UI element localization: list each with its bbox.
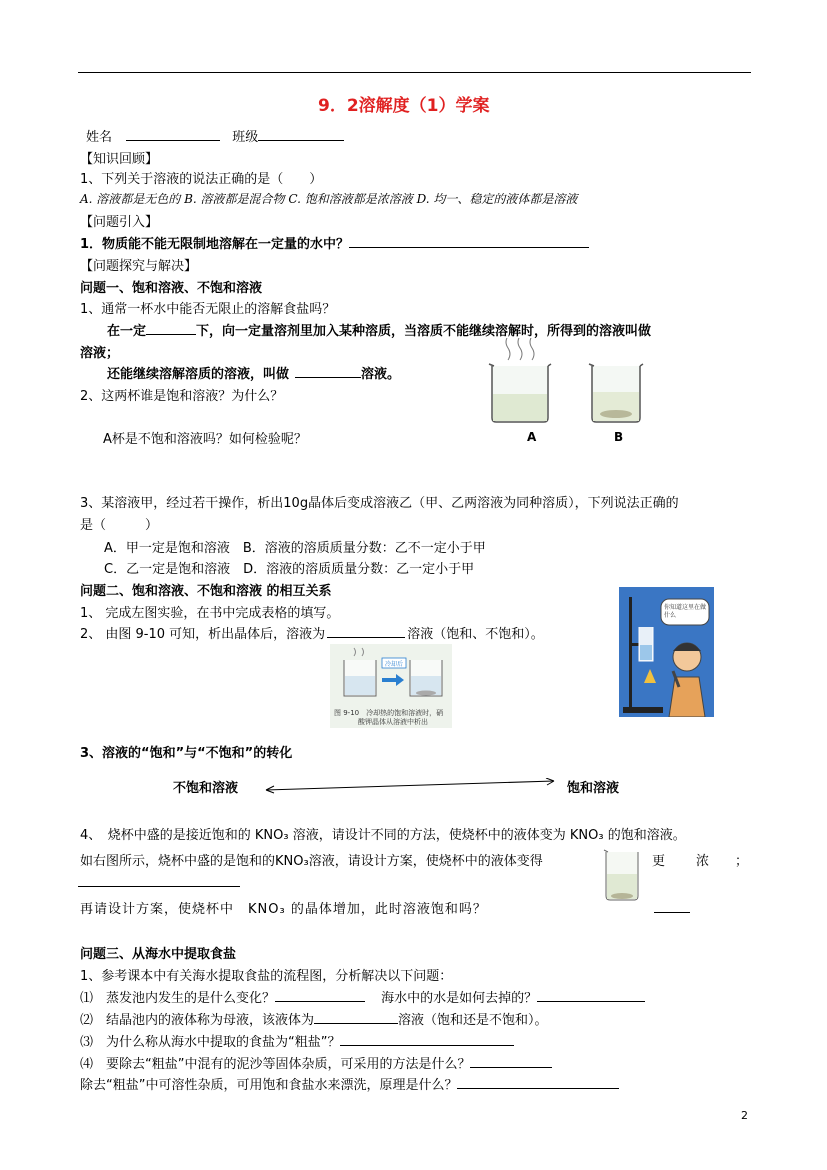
figure-caption-line-2: 酸钾晶体从溶液中析出 [358, 718, 428, 726]
problem-3-title: 问题三、从海水中提取食盐 [80, 947, 237, 962]
p1-question-3-line-2: 是（ ） [80, 518, 159, 533]
problem-1-title: 问题一、饱和溶液、不饱和溶液 [80, 281, 263, 296]
p2-question-4-line-2: 如右图所示，烧杯中盛的是饱和的KNO₃溶液，请设计方案，使烧杯中的液体变得 [80, 854, 543, 869]
header-rule [78, 72, 751, 73]
saturated-solution-label: 饱和溶液 [567, 781, 620, 796]
p3-subquestion-3 [80, 1031, 514, 1050]
beaker-a-icon [489, 338, 551, 422]
saturation-answer-blank[interactable] [654, 900, 690, 913]
beaker-a-label: A [527, 430, 537, 444]
p2-question-4-line-3: 再请设计方案，使烧杯中 KNO₃ 的晶体增加，此时溶液饱和吗？ [80, 902, 487, 917]
mother-liquor-blank[interactable] [314, 1011, 398, 1024]
p3-subquestion-2 [80, 1009, 548, 1028]
p2-q2-part-b: 溶液（饱和、不饱和）。 [407, 627, 544, 642]
p1-def-part-e: 溶液。 [361, 367, 401, 382]
water-removal-blank[interactable] [537, 989, 645, 1002]
evaporation-change-blank[interactable] [275, 989, 365, 1002]
p2-question-2 [80, 623, 544, 642]
unsaturated-blank[interactable] [295, 365, 361, 378]
p1-def-part-a: 在一定 [107, 324, 147, 339]
soluble-impurity-blank[interactable] [457, 1076, 619, 1089]
crystal-solution-blank[interactable] [327, 625, 405, 638]
p1-question-1: 1、通常一杯水中能否无限止的溶解食盐吗？ [80, 302, 336, 317]
p3-subquestion-5 [80, 1074, 619, 1093]
beaker-b-label: B [614, 430, 624, 444]
p1-question-3-line-1: 3、某溶液甲，经过若干操作，析出10g晶体后变成溶液乙（甲、乙两溶液为同种溶质），下列说法正确的 [80, 496, 679, 511]
p3-s5-text: 除去“粗盐”中可溶性杂质，可用饱和食盐水来漂洗，原理是什么？ [80, 1078, 458, 1093]
beaker-b-icon [589, 364, 643, 422]
p3-s2-part-b: 溶液（饱和还是不饱和）。 [398, 1013, 548, 1028]
cartoon-experiment-image [619, 587, 714, 717]
problem-2-title: 问题二、饱和溶液、不饱和溶液 的相互关系 [80, 584, 332, 599]
p3-s3-text: ⑶ 为什么称从海水中提取的食盐为“粗盐”？ [80, 1035, 341, 1050]
review-header: 【知识回顾】 [80, 152, 159, 167]
conversion-double-arrow-icon [262, 778, 558, 794]
solid-impurity-blank[interactable] [470, 1055, 552, 1068]
p2-q4-char-2: 浓 [696, 854, 710, 869]
p3-s4-text: ⑷ 要除去“粗盐”中混有的泥沙等固体杂质，可采用的方法是什么？ [80, 1057, 471, 1072]
class-blank[interactable] [258, 128, 344, 141]
figure-arrow-label: 冷却后 [385, 661, 404, 668]
p1-definition-line-2: 溶液； [80, 346, 120, 361]
condition-blank[interactable] [146, 322, 196, 335]
unsaturated-solution-label: 不饱和溶液 [173, 781, 239, 796]
class-label: 班级 [232, 130, 259, 145]
p1-question-2: 2、这两杯谁是饱和溶液？为什么？ [80, 389, 284, 404]
figure-9-10 [330, 644, 452, 728]
name-class-line [86, 126, 344, 145]
cooling-beakers-icon [330, 644, 452, 706]
page-title: 9．2溶解度（1）学案 [318, 96, 490, 116]
p2-question-4-line-1: 4、 烧杯中盛的是接近饱和的 KNO₃ 溶液，请设计不同的方法，使烧杯中的液体变为 KNO₃ 的饱和溶液。 [80, 828, 686, 843]
page-number: 2 [741, 1109, 748, 1122]
intro-question-1 [80, 233, 589, 252]
p3-s1-part-b: 海水中的水是如何去掉的？ [381, 991, 538, 1006]
p3-s1-part-a: ⑴ 蒸发池内发生的是什么变化？ [80, 991, 276, 1006]
p1-definition-line-1 [107, 320, 651, 339]
p2-question-1: 1、 完成左图实验，在书中完成表格的填写。 [80, 606, 340, 621]
figure-caption-line-1: 图 9-10 冷却热的饱和溶液时，硝 [334, 709, 444, 717]
p2-question-3: 3、溶液的“饱和”与“不饱和”的转化 [80, 746, 293, 761]
p1-def-part-b: 下，向一定量溶剂里加入某种溶质，当溶质不能继续溶解时，所得到的溶液叫做 [196, 324, 652, 339]
intro-header: 【问题引入】 [80, 215, 159, 230]
p2-q4-char-1: 更 [652, 854, 666, 869]
p3-question-1: 1、参考课本中有关海水提取食盐的流程图，分析解决以下问题： [80, 969, 453, 984]
p3-s2-part-a: ⑵ 结晶池内的液体称为母液，该液体为 [80, 1013, 315, 1028]
more-concentrated-blank[interactable] [78, 874, 240, 887]
p1-question-3-options-1: A．甲一定是饱和溶液 B．溶液的溶质质量分数：乙不一定小于甲 [104, 541, 486, 556]
small-beaker-icon [602, 846, 640, 902]
p2-q4-char-3: ； [735, 854, 749, 869]
p2-q2-part-a: 2、 由图 9-10 可知，析出晶体后，溶液为 [80, 627, 326, 642]
cartoon-speech-bubble: 你知道这里在做什么 [664, 604, 707, 619]
review-options: A. 溶液都是无色的 B. 溶液都是混合物 C. 饱和溶液都是浓溶液 D. 均一、稳定的液体都是溶液 [80, 192, 578, 206]
p1-question-3-options-2: C．乙一定是饱和溶液 D．溶液的溶质质量分数：乙一定小于甲 [104, 562, 475, 577]
explore-header: 【问题探究与解决】 [80, 259, 198, 274]
beakers-illustration [480, 338, 650, 426]
name-label: 姓名 [86, 130, 113, 145]
p3-subquestion-4 [80, 1053, 552, 1072]
crude-salt-blank[interactable] [340, 1033, 514, 1046]
name-blank[interactable] [126, 128, 220, 141]
p1-def-part-d: 还能继续溶解溶质的溶液，叫做 [107, 367, 290, 382]
intro-question-text: 1．物质能不能无限制地溶解在一定量的水中？ [80, 237, 350, 252]
review-question-1: 1、下列关于溶液的说法正确的是（ ） [80, 172, 323, 187]
intro-blank[interactable] [349, 235, 589, 248]
p1-definition-line-3 [107, 363, 400, 382]
p3-subquestion-1 [80, 987, 645, 1006]
p1-question-2-sub: A杯是不饱和溶液吗？如何检验呢？ [103, 432, 307, 447]
